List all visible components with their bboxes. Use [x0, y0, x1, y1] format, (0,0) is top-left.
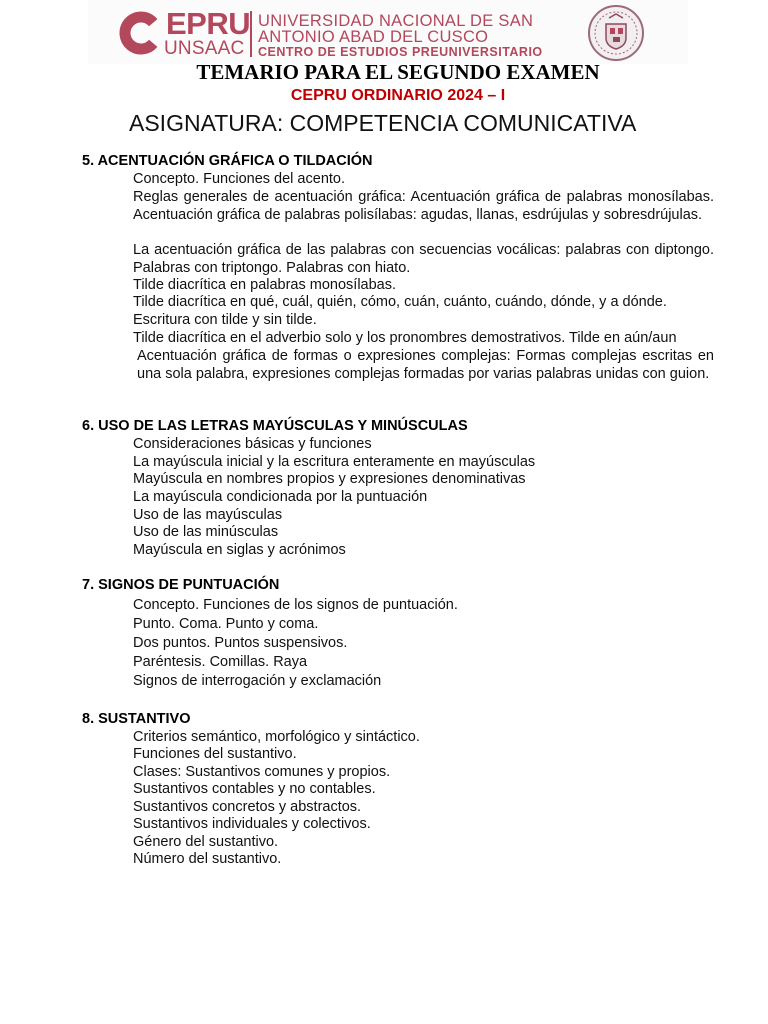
- list-item: Consideraciones básicas y funciones: [133, 436, 372, 452]
- list-item: Funciones del sustantivo.: [133, 746, 297, 762]
- list-item: Tilde diacrítica en el adverbio solo y los pronombres demostrativos. Tilde en aún/aun: [133, 330, 677, 346]
- list-item: Escritura con tilde y sin tilde.: [133, 312, 317, 328]
- list-item: Concepto. Funciones de los signos de puntuación.: [133, 597, 458, 613]
- document-title: TEMARIO PARA EL SEGUNDO EXAMEN: [196, 60, 600, 84]
- list-item: Sustantivos contables y no contables.: [133, 781, 376, 797]
- list-item: Género del sustantivo.: [133, 834, 279, 850]
- list-item: Mayúscula en nombres propios y expresiones denominativas: [133, 471, 526, 487]
- list-item: Signos de interrogación y exclamación: [133, 673, 382, 689]
- logo-brand-text: EPRU: [166, 6, 251, 41]
- list-item: La mayúscula condicionada por la puntuación: [133, 489, 428, 505]
- list-item: Paréntesis. Comillas. Raya: [133, 654, 308, 670]
- university-name-line2: ANTONIO ABAD DEL CUSCO: [258, 28, 489, 46]
- list-item: Uso de las minúsculas: [133, 524, 279, 540]
- list-item: Dos puntos. Puntos suspensivos.: [133, 635, 348, 651]
- list-item: Concepto. Funciones del acento.: [133, 171, 345, 187]
- section-heading-6: 6. USO DE LAS LETRAS MAYÚSCULAS Y MINÚSCULAS: [82, 418, 468, 434]
- center-name: CENTRO DE ESTUDIOS PREUNIVERSITARIO: [258, 45, 543, 59]
- list-item: Tilde diacrítica en qué, cuál, quién, cómo, cuán, cuánto, cuándo, dónde, y a dónde.: [133, 294, 667, 310]
- section-heading-7: 7. SIGNOS DE PUNTUACIÓN: [82, 577, 280, 593]
- list-item: Clases: Sustantivos comunes y propios.: [133, 764, 391, 780]
- list-item: Punto. Coma. Punto y coma.: [133, 616, 319, 632]
- list-item: La mayúscula inicial y la escritura enteramente en mayúsculas: [133, 454, 536, 470]
- cepru-logo-icon: [118, 10, 164, 56]
- list-item: Sustantivos individuales y colectivos.: [133, 816, 371, 832]
- list-item: Reglas generales de acentuación gráfica: Acentuación gráfica de palabras monosílabas. Acentuación gráfica de palabras polisílabas: agudas, llanas, esdrújulas y sobresdrújulas.: [133, 189, 714, 223]
- subject-heading: ASIGNATURA: COMPETENCIA COMUNICATIVA: [129, 110, 637, 136]
- logo-sub-text: UNSAAC: [164, 38, 245, 59]
- list-item: Número del sustantivo.: [133, 851, 282, 867]
- list-item: Mayúscula en siglas y acrónimos: [133, 542, 346, 558]
- list-item: La acentuación gráfica de las palabras con secuencias vocálicas: palabras con diptongo. Palabras con triptongo. Palabras con hiato.: [133, 242, 714, 276]
- list-item: Tilde diacrítica en palabras monosílabas.: [133, 277, 397, 293]
- list-item: Sustantivos concretos y abstractos.: [133, 799, 362, 815]
- section-heading-5: 5. ACENTUACIÓN GRÁFICA O TILDACIÓN: [82, 153, 373, 169]
- university-name-line1: UNIVERSIDAD NACIONAL DE SAN: [258, 12, 534, 30]
- university-seal-icon: [587, 4, 645, 62]
- logo-divider: [250, 11, 252, 57]
- list-item: Criterios semántico, morfológico y sintáctico.: [133, 729, 420, 745]
- section-heading-8: 8. SUSTANTIVO: [82, 711, 191, 727]
- list-item: Acentuación gráfica de formas o expresiones complejas: Formas complejas escritas en una sola palabra, expresiones complejas formadas por varias palabras unidas con guion.: [137, 348, 714, 382]
- document-subtitle: CEPRU ORDINARIO 2024 – I: [290, 87, 506, 104]
- list-item: Uso de las mayúsculas: [133, 507, 283, 523]
